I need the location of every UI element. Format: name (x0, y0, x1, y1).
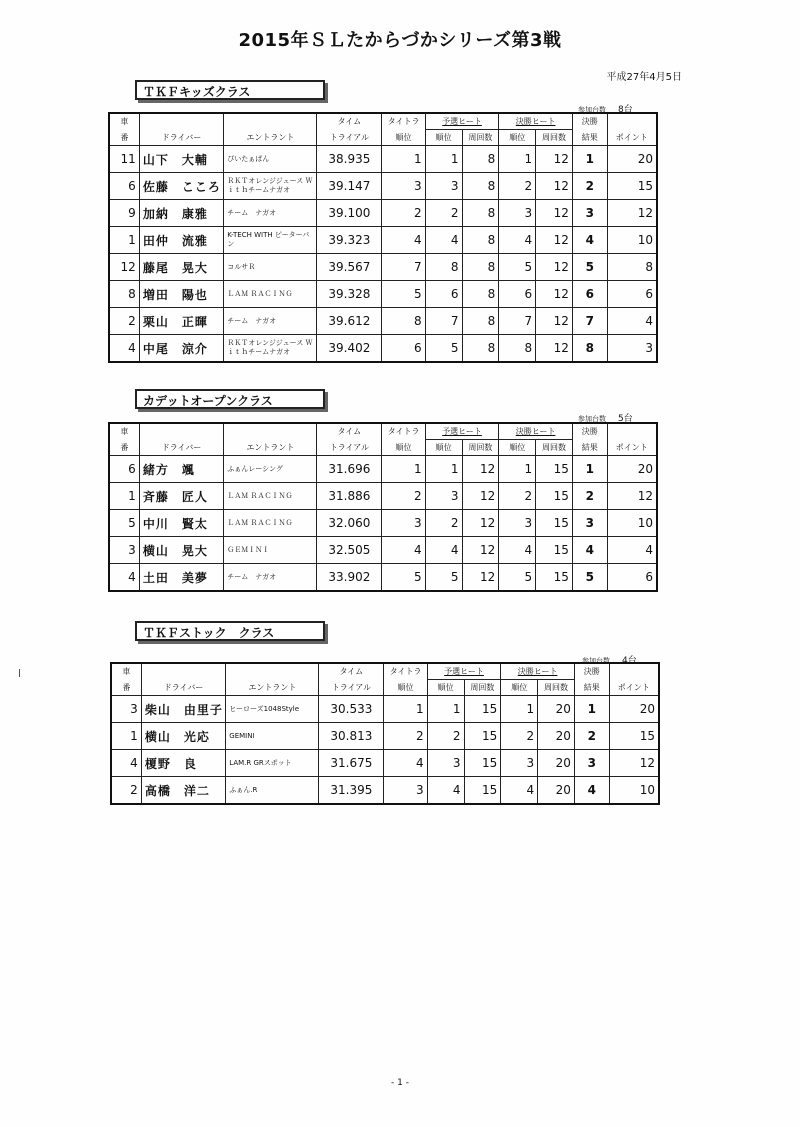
driver-name: 栗山 正暉 (139, 308, 223, 335)
trial-rank: 8 (382, 308, 425, 335)
final-result: 7 (572, 308, 607, 335)
entrant-name: ＬＡＭ ＲＡＣＩＮＧ (224, 281, 317, 308)
heat-laps: 12 (462, 537, 499, 564)
trial-time: 32.505 (317, 537, 382, 564)
driver-name: 横山 晃大 (139, 537, 223, 564)
hdr-time: タイム (319, 663, 384, 680)
hdr-driver: ドライバー (139, 130, 223, 146)
driver-name: 増田 陽也 (139, 281, 223, 308)
trial-rank: 5 (382, 564, 425, 592)
entrant-name: ＬＡＭ ＲＡＣＩＮＧ (224, 483, 317, 510)
points: 20 (607, 146, 657, 173)
heat-laps: 15 (464, 750, 501, 777)
heat-rank: 3 (425, 173, 462, 200)
page-number: - 1 - (391, 1078, 409, 1088)
header-row-top (111, 663, 659, 680)
final-rank: 1 (499, 456, 536, 483)
hdr-time-bottom: トライアル (317, 440, 382, 456)
table-row (111, 777, 659, 805)
heat-laps: 15 (464, 723, 501, 750)
driver-name: 藤尾 晃大 (139, 254, 223, 281)
hdr-titora: タイトラ (384, 663, 427, 680)
final-rank: 6 (499, 281, 536, 308)
hdr-driver-blank (139, 423, 223, 440)
hdr-car-no: 車 (111, 663, 141, 680)
heat-laps: 8 (462, 200, 499, 227)
car-number: 3 (111, 696, 141, 723)
trial-rank: 1 (384, 696, 427, 723)
final-rank: 3 (501, 750, 538, 777)
final-laps: 15 (536, 510, 573, 537)
final-result: 5 (572, 254, 607, 281)
car-number: 6 (109, 173, 139, 200)
hdr-points: ポイント (607, 130, 657, 146)
trial-rank: 6 (382, 335, 425, 363)
entrant-name: K-TECH WITH ピーターパン (224, 227, 317, 254)
trial-rank: 2 (382, 200, 425, 227)
hdr-titora: タイトラ (382, 113, 425, 130)
final-rank: 7 (499, 308, 536, 335)
final-laps: 12 (536, 335, 573, 363)
final-result: 3 (572, 510, 607, 537)
heat-laps: 12 (462, 564, 499, 592)
trial-rank: 4 (384, 750, 427, 777)
trial-time: 31.675 (319, 750, 384, 777)
hdr-time-bottom: トライアル (317, 130, 382, 146)
final-rank: 4 (499, 227, 536, 254)
trial-time: 39.100 (317, 200, 382, 227)
driver-name: 斉藤 匠人 (139, 483, 223, 510)
hdr-final-rank: 順位 (501, 680, 538, 696)
final-laps: 12 (536, 254, 573, 281)
entrant-name: チーム ナガオ (224, 200, 317, 227)
trial-rank: 5 (382, 281, 425, 308)
hdr-result: 決勝 (574, 663, 609, 680)
hdr-final: 決勝ヒート (501, 663, 575, 680)
final-laps: 12 (536, 308, 573, 335)
points: 12 (607, 200, 657, 227)
hdr-final: 決勝ヒート (499, 113, 573, 130)
points: 6 (607, 564, 657, 592)
car-number: 4 (111, 750, 141, 777)
heat-laps: 8 (462, 308, 499, 335)
entrant-name: ＲＫＴオレンジジュース Ｗｉｔｈチームナガオ (224, 335, 317, 363)
hdr-final: 決勝ヒート (499, 423, 573, 440)
heat-rank: 5 (425, 564, 462, 592)
hdr-heat-laps: 周回数 (464, 680, 501, 696)
points: 20 (607, 456, 657, 483)
trial-time: 31.886 (317, 483, 382, 510)
final-rank: 5 (499, 254, 536, 281)
trial-time: 39.612 (317, 308, 382, 335)
hdr-time-bottom: トライアル (319, 680, 384, 696)
entrant-name: ＧＥＭＩＮＩ (224, 537, 317, 564)
hdr-entrant: エントラント (226, 680, 319, 696)
heat-laps: 12 (462, 483, 499, 510)
car-number: 2 (111, 777, 141, 805)
points: 10 (609, 777, 659, 805)
final-result: 4 (572, 227, 607, 254)
event-date: 平成27年4月5日 (606, 72, 682, 83)
heat-rank: 4 (427, 777, 464, 805)
driver-name: 加納 康雅 (139, 200, 223, 227)
final-result: 1 (574, 696, 609, 723)
heat-rank: 1 (425, 456, 462, 483)
trial-rank: 2 (384, 723, 427, 750)
hdr-points: ポイント (609, 680, 659, 696)
final-rank: 4 (501, 777, 538, 805)
trial-time: 30.533 (319, 696, 384, 723)
hdr-heat-rank: 順位 (425, 130, 462, 146)
driver-name: 横山 光応 (141, 723, 225, 750)
entrant-name: チーム ナガオ (224, 308, 317, 335)
final-result: 4 (574, 777, 609, 805)
driver-name: 高橋 洋二 (141, 777, 225, 805)
heat-rank: 6 (425, 281, 462, 308)
final-result: 1 (572, 456, 607, 483)
final-rank: 2 (501, 723, 538, 750)
header-row-bottom (109, 130, 657, 146)
hdr-car-no-bottom: 番 (109, 440, 139, 456)
heat-laps: 8 (462, 173, 499, 200)
header-row-bottom (111, 680, 659, 696)
class-title-cadet: カデットオープンクラス (135, 389, 325, 409)
points: 4 (607, 308, 657, 335)
hdr-time: タイム (317, 113, 382, 130)
hdr-result: 決勝 (572, 113, 607, 130)
driver-name: 中尾 涼介 (139, 335, 223, 363)
final-laps: 12 (536, 227, 573, 254)
entrant-name: ふぁん.R (226, 777, 319, 805)
hdr-titora-bottom: 順位 (382, 440, 425, 456)
trial-time: 39.402 (317, 335, 382, 363)
trial-time: 32.060 (317, 510, 382, 537)
final-laps: 12 (536, 200, 573, 227)
page-title: 2015年ＳＬたからづかシリーズ第3戦 (238, 30, 562, 51)
car-number: 4 (109, 564, 139, 592)
entrant-name: ＲＫＴオレンジジュース Ｗｉｔｈチームナガオ (224, 173, 317, 200)
table-row (111, 696, 659, 723)
trial-time: 33.902 (317, 564, 382, 592)
trial-time: 31.696 (317, 456, 382, 483)
final-rank: 3 (499, 200, 536, 227)
final-laps: 15 (536, 537, 573, 564)
table-row (109, 200, 657, 227)
table-row (109, 308, 657, 335)
points: 3 (607, 335, 657, 363)
entrant-name: LAM.R GRスポット (226, 750, 319, 777)
entry-count-cadet: 参加台数 5台 (578, 414, 633, 424)
final-laps: 12 (536, 146, 573, 173)
points: 10 (607, 227, 657, 254)
hdr-points: ポイント (607, 440, 657, 456)
hdr-result-bottom: 結果 (572, 440, 607, 456)
trial-time: 39.567 (317, 254, 382, 281)
final-laps: 15 (536, 564, 573, 592)
entry-count-stock: 参加台数 4台 (582, 656, 637, 666)
driver-name: 柴山 由里子 (141, 696, 225, 723)
hdr-driver: ドライバー (139, 440, 223, 456)
table-row (109, 537, 657, 564)
hdr-heat-rank: 順位 (425, 440, 462, 456)
hdr-entrant: エントラント (224, 440, 317, 456)
heat-rank: 1 (425, 146, 462, 173)
hdr-entrant: エントラント (224, 130, 317, 146)
hdr-titora: タイトラ (382, 423, 425, 440)
final-laps: 20 (538, 723, 575, 750)
hdr-entrant-blank (226, 663, 319, 680)
heat-laps: 12 (462, 510, 499, 537)
final-result: 6 (572, 281, 607, 308)
header-row-bottom (109, 440, 657, 456)
trial-rank: 3 (382, 173, 425, 200)
table-row (109, 254, 657, 281)
heat-rank: 2 (427, 723, 464, 750)
hdr-final-laps: 周回数 (536, 440, 573, 456)
points: 8 (607, 254, 657, 281)
header-row-top (109, 423, 657, 440)
table-row (111, 723, 659, 750)
final-result: 8 (572, 335, 607, 363)
heat-laps: 8 (462, 254, 499, 281)
trial-rank: 2 (382, 483, 425, 510)
points: 12 (609, 750, 659, 777)
table-row (111, 750, 659, 777)
scan-mark (19, 669, 20, 677)
car-number: 8 (109, 281, 139, 308)
car-number: 9 (109, 200, 139, 227)
heat-rank: 5 (425, 335, 462, 363)
final-rank: 4 (499, 537, 536, 564)
hdr-driver-blank (139, 113, 223, 130)
heat-laps: 8 (462, 227, 499, 254)
hdr-final-laps: 周回数 (538, 680, 575, 696)
final-result: 4 (572, 537, 607, 564)
hdr-titora-bottom: 順位 (384, 680, 427, 696)
points: 6 (607, 281, 657, 308)
heat-laps: 8 (462, 335, 499, 363)
hdr-time: タイム (317, 423, 382, 440)
driver-name: 緒方 颯 (139, 456, 223, 483)
hdr-points-blank (607, 113, 657, 130)
driver-name: 田仲 流雅 (139, 227, 223, 254)
entrant-name: コルサＲ (224, 254, 317, 281)
points: 12 (607, 483, 657, 510)
entrant-name: ぴいたぁぱん (224, 146, 317, 173)
heat-laps: 15 (464, 777, 501, 805)
header-row-top (109, 113, 657, 130)
trial-time: 39.323 (317, 227, 382, 254)
heat-rank: 3 (427, 750, 464, 777)
table-row (109, 510, 657, 537)
table-row (109, 564, 657, 592)
final-laps: 20 (538, 696, 575, 723)
driver-name: 土田 美夢 (139, 564, 223, 592)
hdr-driver-blank (141, 663, 225, 680)
heat-rank: 1 (427, 696, 464, 723)
points: 4 (607, 537, 657, 564)
hdr-final-rank: 順位 (499, 440, 536, 456)
hdr-points-blank (607, 423, 657, 440)
driver-name: 榎野 良 (141, 750, 225, 777)
car-number: 3 (109, 537, 139, 564)
trial-time: 38.935 (317, 146, 382, 173)
trial-rank: 1 (382, 146, 425, 173)
table-row (109, 146, 657, 173)
heat-rank: 3 (425, 483, 462, 510)
entrant-name: ふぁんレーシング (224, 456, 317, 483)
trial-rank: 1 (382, 456, 425, 483)
heat-laps: 8 (462, 281, 499, 308)
hdr-points-blank (609, 663, 659, 680)
car-number: 12 (109, 254, 139, 281)
car-number: 11 (109, 146, 139, 173)
points: 15 (609, 723, 659, 750)
heat-rank: 2 (425, 510, 462, 537)
final-laps: 15 (536, 483, 573, 510)
final-laps: 12 (536, 281, 573, 308)
heat-rank: 4 (425, 537, 462, 564)
entrant-name: ヒーローズ1048Style (226, 696, 319, 723)
final-result: 1 (572, 146, 607, 173)
hdr-heat: 予選ヒート (427, 663, 501, 680)
hdr-titora-bottom: 順位 (382, 130, 425, 146)
final-result: 3 (574, 750, 609, 777)
class-title-stock: ＴＫＦストック クラス (135, 621, 325, 641)
trial-rank: 3 (382, 510, 425, 537)
table-row (109, 173, 657, 200)
hdr-result-bottom: 結果 (574, 680, 609, 696)
trial-rank: 7 (382, 254, 425, 281)
hdr-car-no: 車 (109, 113, 139, 130)
final-laps: 15 (536, 456, 573, 483)
heat-laps: 12 (462, 456, 499, 483)
table-row (109, 483, 657, 510)
hdr-car-no-bottom: 番 (111, 680, 141, 696)
hdr-heat: 予選ヒート (425, 113, 499, 130)
final-rank: 8 (499, 335, 536, 363)
final-rank: 1 (501, 696, 538, 723)
points: 15 (607, 173, 657, 200)
car-number: 1 (109, 483, 139, 510)
trial-time: 30.813 (319, 723, 384, 750)
trial-time: 39.147 (317, 173, 382, 200)
points: 10 (607, 510, 657, 537)
trial-time: 39.328 (317, 281, 382, 308)
hdr-entrant-blank (224, 423, 317, 440)
hdr-heat-laps: 周回数 (462, 440, 499, 456)
hdr-car-no: 車 (109, 423, 139, 440)
entrant-name: ＬＡＭ ＲＡＣＩＮＧ (224, 510, 317, 537)
car-number: 2 (109, 308, 139, 335)
hdr-result-bottom: 結果 (572, 130, 607, 146)
final-laps: 20 (538, 750, 575, 777)
final-rank: 2 (499, 483, 536, 510)
hdr-final-laps: 周回数 (536, 130, 573, 146)
hdr-entrant-blank (224, 113, 317, 130)
table-row (109, 227, 657, 254)
results-table-cadet (108, 422, 658, 592)
final-result: 2 (574, 723, 609, 750)
trial-time: 31.395 (319, 777, 384, 805)
car-number: 4 (109, 335, 139, 363)
entrant-name: チーム ナガオ (224, 564, 317, 592)
final-laps: 12 (536, 173, 573, 200)
hdr-car-no-bottom: 番 (109, 130, 139, 146)
results-table-stock (110, 662, 660, 805)
final-result: 5 (572, 564, 607, 592)
final-rank: 5 (499, 564, 536, 592)
driver-name: 中川 賢太 (139, 510, 223, 537)
points: 20 (609, 696, 659, 723)
heat-rank: 4 (425, 227, 462, 254)
hdr-heat-laps: 周回数 (462, 130, 499, 146)
final-rank: 2 (499, 173, 536, 200)
car-number: 1 (111, 723, 141, 750)
table-row (109, 281, 657, 308)
entry-count-kids: 参加台数 8台 (578, 105, 633, 115)
hdr-final-rank: 順位 (499, 130, 536, 146)
final-result: 3 (572, 200, 607, 227)
driver-name: 山下 大輔 (139, 146, 223, 173)
heat-laps: 15 (464, 696, 501, 723)
heat-rank: 8 (425, 254, 462, 281)
heat-rank: 2 (425, 200, 462, 227)
final-laps: 20 (538, 777, 575, 805)
table-row (109, 456, 657, 483)
hdr-heat-rank: 順位 (427, 680, 464, 696)
hdr-result: 決勝 (572, 423, 607, 440)
final-result: 2 (572, 483, 607, 510)
final-result: 2 (572, 173, 607, 200)
table-row (109, 335, 657, 363)
hdr-heat: 予選ヒート (425, 423, 499, 440)
trial-rank: 3 (384, 777, 427, 805)
car-number: 6 (109, 456, 139, 483)
heat-rank: 7 (425, 308, 462, 335)
trial-rank: 4 (382, 537, 425, 564)
final-rank: 3 (499, 510, 536, 537)
driver-name: 佐藤 こころ (139, 173, 223, 200)
car-number: 5 (109, 510, 139, 537)
hdr-driver: ドライバー (141, 680, 225, 696)
trial-rank: 4 (382, 227, 425, 254)
class-title-kids: ＴＫＦキッズクラス (135, 80, 325, 100)
heat-laps: 8 (462, 146, 499, 173)
final-rank: 1 (499, 146, 536, 173)
entrant-name: GEMINI (226, 723, 319, 750)
results-table-kids (108, 112, 658, 363)
car-number: 1 (109, 227, 139, 254)
